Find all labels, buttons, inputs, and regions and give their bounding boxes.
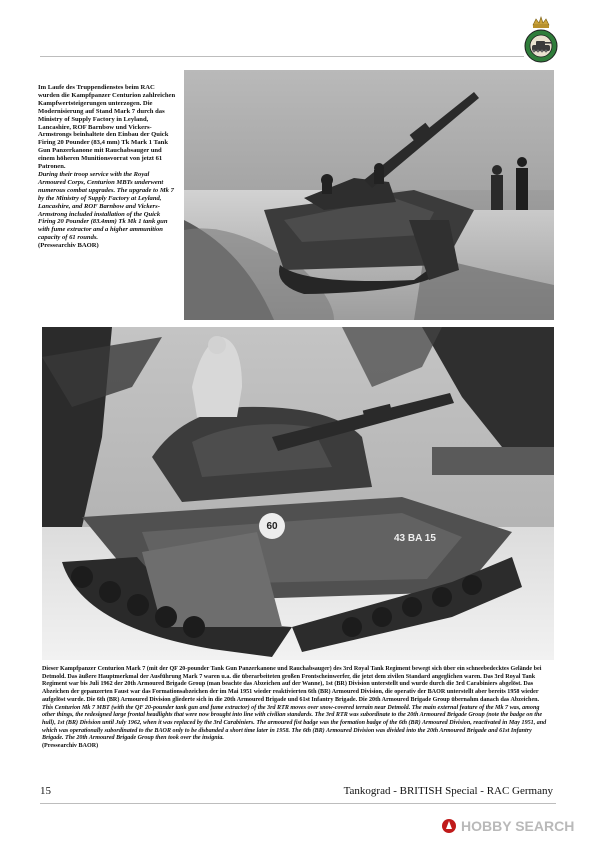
top-photo-caption bbox=[38, 84, 178, 250]
hull-number: 43 BA 15 bbox=[394, 533, 436, 544]
bottom-caption-english: This Centurion Mk 7 MBT (with the QF 20-pounder tank gun and fume extractor) of the 3rd RTR moves over snow-covered terrain near Detmold. The main external feature of the Mk 7 was, among other things, the redesigned large frontal headlights that were now brought into line with civilian standards. The 3rd RTR was subordinate to the 20th Armoured Brigade Group (note the badge on the hull), 1st (BR) Division until July 1962, when it was replaced by the 3rd Carabiniers. The armoured fist badge was the formation badge of the 6th (BR) Armoured Division, reactivated in May 1951, and which was operationally subordinated to the BAOR only to be disbanded a short time later in 1958. The 6th (BR) Armoured Division was divided into the 20th Armoured Brigade and 61st Infantry Brigade. The 20th Armoured Brigade Group then took over the insignia. bbox=[42, 704, 547, 742]
footer-title: Tankograd - BRITISH Special - RAC Germany bbox=[343, 785, 553, 797]
bottom-photo-caption bbox=[42, 666, 554, 751]
top-caption-english: During their troop service with the Royal Armoured Corps, Centurion MBTs underwent numerous combat upgrades. The upgrade to Mk 7 by the Ministry of Supply Factory at Leyland, Lancashire, and ROF Barnbow and Vickers-Armstrong included installation of the Quick Firing 20 Pounder (83.4mm) Tk Mk 1 tank gun with fume extractor and a higher ammunition capacity of 61 rounds. bbox=[38, 170, 174, 242]
top-caption-german: Im Laufe des Truppendienstes beim RAC wurden die Kampfpanzer Centurion zahlreichen Kampfwertsteigerungen unterzogen. Die Modernisierung auf Stand Mark 7 durch das Ministry of Supply Factory in Leyland, Lancashire, ROF Barnbow und Vickers-Armstrongs beinhaltete den Einbau der Quick Firing 20 Pounder (83,4 mm) Tk Mark 1 Tank Gun Panzerkanone mit Rauchabsauger und einem höheren Munitionsvorrat von jetzt 61 Patronen. bbox=[38, 84, 176, 171]
page-number: 15 bbox=[40, 785, 51, 797]
bottom-caption-credit: (Pressearchiv BAOR) bbox=[42, 743, 99, 750]
header-rule bbox=[40, 56, 524, 57]
top-photo bbox=[184, 70, 554, 320]
bottom-photo bbox=[42, 327, 554, 660]
bottom-caption-german: Dieser Kampfpanzer Centurion Mark 7 (mit der QF 20-pounder Tank Gun Panzerkanone und Rauchabsauger) des 3rd Royal Tank Regiment bewegt sich über ein schneebedecktes Gelände bei Detmold. Das äußere Hauptmerkmal der Ausführung Mark 7 waren u.a. die überarbeiteten großen Frontscheinwerfer, die jetzt dem zivilen Standard angeglichen waren. Das 3rd Royal Tank Regiment war bis Juli 1962 der 20th Armoured Brigade Group (man beachte das Abzeichen auf der Wanne), 1st (BR) Division unterstellt und wurde durch die 3rd Carabiniers abgelöst. Das Abzeichen der gepanzerten Faust war das Formationsabzeichen der im Mai 1951 wieder reaktivierten 6th (BR) Armoured Division, die operativ der BAOR unterstellt aber bereits 1958 wieder aufgelöst wurde. Die 6th (BR) Armoured Division gliederte sich in die 20th Armoured Brigade und 61st Infantry Brigade. Die 20th Armoured Brigade Group übernahm danach das Abzeichen. bbox=[42, 666, 542, 703]
bridge-class-plate: 60 bbox=[266, 521, 278, 532]
watermark bbox=[441, 816, 586, 836]
top-caption-credit: (Pressearchiv BAOR) bbox=[38, 242, 99, 250]
regiment-badge-icon bbox=[521, 16, 561, 64]
footer-rule bbox=[40, 803, 556, 804]
watermark-text: HOBBY SEARCH bbox=[461, 818, 575, 834]
